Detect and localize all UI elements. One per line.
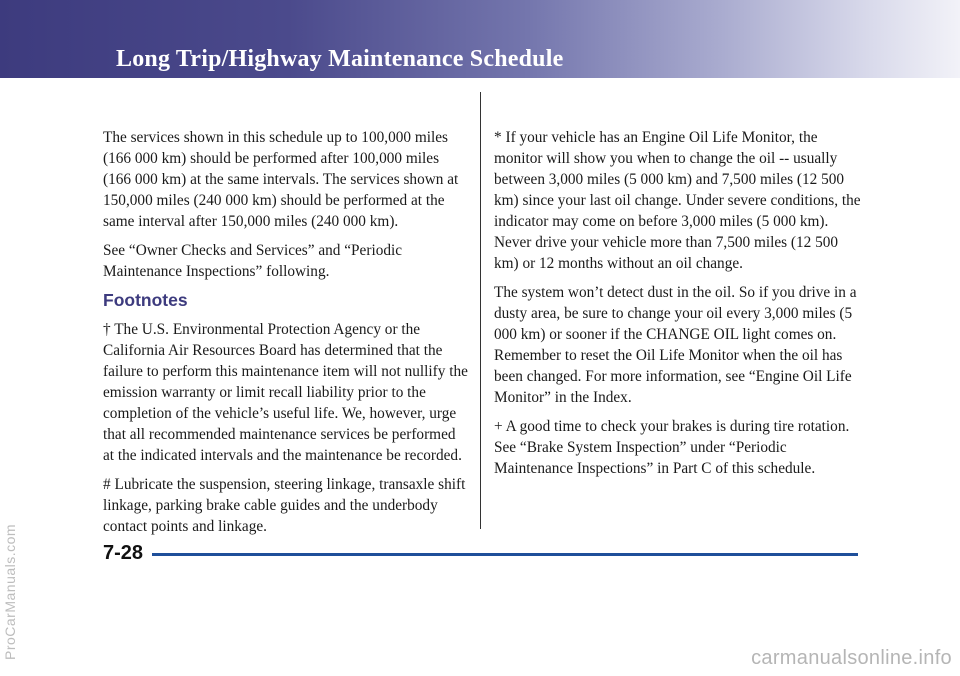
footnote-epa: † The U.S. Environmental Protection Agency or the California Air Resources Board has determined that the failure to perform this maintenance item will not nullify the emission warranty or limit recall liability prior to the completion of the vehicle’s useful life. We, however, urge that all recommended maintenance services be performed at the indicated intervals and the maintenance be recorded. [103, 321, 468, 464]
footer-rule [152, 553, 858, 556]
dust-note-paragraph: The system won’t detect dust in the oil. So if you drive in a dusty area, be sure to change your oil every 3,000 miles (5 000 km) or sooner if the CHANGE OIL light comes on. Remember to reset the Oil Life Monitor when the oil has been changed. For more information, see “Engine Oil Life Monitor” in the Index. [494, 284, 857, 406]
right-column [494, 127, 866, 487]
footnote-lubricate: # Lubricate the suspension, steering linkage, transaxle shift linkage, parking brake cable guides and the underbody contact points and linkage. [103, 476, 466, 535]
left-column [103, 127, 468, 545]
column-divider [480, 92, 481, 529]
page-title: Long Trip/Highway Maintenance Schedule [116, 46, 564, 72]
intro-paragraph: The services shown in this schedule up to 100,000 miles (166 000 km) should be performed after 100,000 miles (166 000 km) at the same intervals. The services shown at 150,000 miles (240 000 km) should be performed at the same interval after 150,000 miles (240 000 km). [103, 129, 459, 230]
side-watermark: ProCarManuals.com [2, 523, 18, 660]
footnotes-heading: Footnotes [103, 290, 188, 310]
footnote-oil-monitor: * If your vehicle has an Engine Oil Life Monitor, the monitor will show you when to change the oil -- usually between 3,000 miles (5 000 km) and 7,500 miles (12 500 km) since your last oil change. Under severe conditions, the indicator may come on before 3,000 miles (5 000 km). Never drive your vehicle more than 7,500 miles (12 500 km) or 12 months without an oil change. [494, 129, 861, 272]
bottom-watermark: carmanualsonline.info [751, 647, 952, 669]
page-number: 7-28 [103, 542, 144, 564]
footnote-brakes: + A good time to check your brakes is during tire rotation. See “Brake System Inspection” under “Periodic Maintenance Inspections” in Part C of this schedule. [494, 418, 850, 477]
see-also-paragraph: See “Owner Checks and Services” and “Periodic Maintenance Inspections” following. [103, 242, 403, 280]
